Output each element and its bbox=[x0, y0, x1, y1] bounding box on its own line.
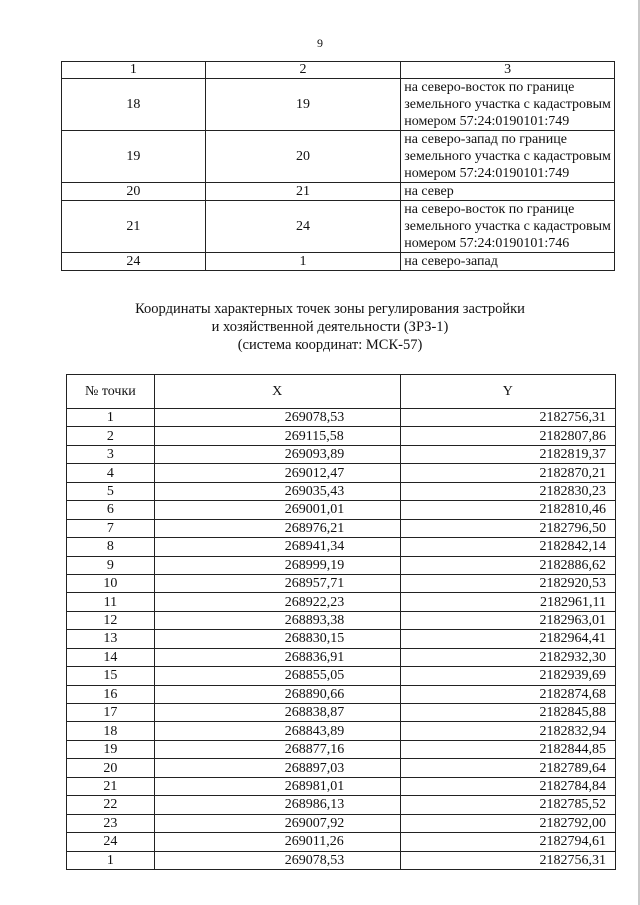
title-line-3: (система координат: МСК-57) bbox=[237, 337, 423, 353]
y-coordinate-cell: 2182794,61 bbox=[400, 833, 615, 851]
route-table bbox=[61, 61, 615, 271]
route-header-col-2: 2 bbox=[205, 62, 401, 79]
route-to-cell: 21 bbox=[205, 183, 401, 201]
route-from-cell: 18 bbox=[62, 79, 206, 131]
point-number-cell: 14 bbox=[67, 648, 155, 666]
coord-table-row bbox=[67, 630, 616, 648]
y-coordinate-cell: 2182932,30 bbox=[400, 648, 615, 666]
coord-table-body bbox=[67, 409, 616, 870]
coord-table-row bbox=[67, 538, 616, 556]
point-number-cell: 19 bbox=[67, 740, 155, 758]
coord-table-row bbox=[67, 667, 616, 685]
x-coordinate-cell: 268836,91 bbox=[154, 648, 400, 666]
page-number: 9 bbox=[317, 36, 323, 50]
coord-header-y: Y bbox=[400, 375, 615, 409]
route-header-col-3: 3 bbox=[401, 62, 615, 79]
y-coordinate-cell: 2182810,46 bbox=[400, 501, 615, 519]
route-direction-cell: на северо-запад bbox=[401, 253, 615, 271]
y-coordinate-cell: 2182920,53 bbox=[400, 574, 615, 592]
route-direction-cell: на север bbox=[401, 183, 615, 201]
x-coordinate-cell: 268976,21 bbox=[154, 519, 400, 537]
route-from-cell: 19 bbox=[62, 131, 206, 183]
coord-table-row bbox=[67, 648, 616, 666]
coord-table-row bbox=[67, 427, 616, 445]
route-from-cell: 20 bbox=[62, 183, 206, 201]
y-coordinate-cell: 2182845,88 bbox=[400, 704, 615, 722]
route-direction-cell: на северо-восток по границе земельного участка с кадастровым номером 57:24:0190101:749 bbox=[401, 79, 615, 131]
coord-table-row bbox=[67, 704, 616, 722]
coord-table-row bbox=[67, 851, 616, 869]
point-number-cell: 22 bbox=[67, 796, 155, 814]
y-coordinate-cell: 2182756,31 bbox=[400, 409, 615, 427]
point-number-cell: 18 bbox=[67, 722, 155, 740]
x-coordinate-cell: 268830,15 bbox=[154, 630, 400, 648]
y-coordinate-cell: 2182844,85 bbox=[400, 740, 615, 758]
coord-table-row bbox=[67, 740, 616, 758]
x-coordinate-cell: 269012,47 bbox=[154, 464, 400, 482]
point-number-cell: 3 bbox=[67, 445, 155, 463]
point-number-cell: 9 bbox=[67, 556, 155, 574]
x-coordinate-cell: 269011,26 bbox=[154, 833, 400, 851]
y-coordinate-cell: 2182756,31 bbox=[400, 851, 615, 869]
y-coordinate-cell: 2182789,64 bbox=[400, 759, 615, 777]
point-number-cell: 17 bbox=[67, 704, 155, 722]
y-coordinate-cell: 2182842,14 bbox=[400, 538, 615, 556]
point-number-cell: 15 bbox=[67, 667, 155, 685]
y-coordinate-cell: 2182964,41 bbox=[400, 630, 615, 648]
x-coordinate-cell: 268922,23 bbox=[154, 593, 400, 611]
coord-table-row bbox=[67, 519, 616, 537]
coord-table-header-row bbox=[67, 375, 616, 409]
y-coordinate-cell: 2182870,21 bbox=[400, 464, 615, 482]
point-number-cell: 5 bbox=[67, 482, 155, 500]
route-direction-cell: на северо-запад по границе земельного участка с кадастровым номером 57:24:0190101:749 bbox=[401, 131, 615, 183]
coord-table-row bbox=[67, 501, 616, 519]
route-table-row bbox=[62, 201, 615, 253]
point-number-cell: 1 bbox=[67, 409, 155, 427]
x-coordinate-cell: 269035,43 bbox=[154, 482, 400, 500]
point-number-cell: 8 bbox=[67, 538, 155, 556]
x-coordinate-cell: 268843,89 bbox=[154, 722, 400, 740]
y-coordinate-cell: 2182830,23 bbox=[400, 482, 615, 500]
point-number-cell: 10 bbox=[67, 574, 155, 592]
point-number-cell: 24 bbox=[67, 833, 155, 851]
title-line-1: Координаты характерных точек зоны регулирования застройки bbox=[135, 301, 525, 317]
x-coordinate-cell: 268893,38 bbox=[154, 611, 400, 629]
y-coordinate-cell: 2182785,52 bbox=[400, 796, 615, 814]
coord-header-x: X bbox=[154, 375, 400, 409]
point-number-cell: 20 bbox=[67, 759, 155, 777]
coord-table-row bbox=[67, 482, 616, 500]
coord-table-row bbox=[67, 574, 616, 592]
y-coordinate-cell: 2182886,62 bbox=[400, 556, 615, 574]
x-coordinate-cell: 268890,66 bbox=[154, 685, 400, 703]
point-number-cell: 12 bbox=[67, 611, 155, 629]
y-coordinate-cell: 2182807,86 bbox=[400, 427, 615, 445]
route-table-row bbox=[62, 183, 615, 201]
x-coordinate-cell: 268981,01 bbox=[154, 777, 400, 795]
x-coordinate-cell: 268957,71 bbox=[154, 574, 400, 592]
point-number-cell: 23 bbox=[67, 814, 155, 832]
route-to-cell: 20 bbox=[205, 131, 401, 183]
y-coordinate-cell: 2182961,11 bbox=[400, 593, 615, 611]
point-number-cell: 13 bbox=[67, 630, 155, 648]
route-table-row bbox=[62, 79, 615, 131]
route-table-body bbox=[62, 79, 615, 271]
x-coordinate-cell: 268897,03 bbox=[154, 759, 400, 777]
route-to-cell: 1 bbox=[205, 253, 401, 271]
y-coordinate-cell: 2182796,50 bbox=[400, 519, 615, 537]
x-coordinate-cell: 269093,89 bbox=[154, 445, 400, 463]
x-coordinate-cell: 269078,53 bbox=[154, 409, 400, 427]
x-coordinate-cell: 268855,05 bbox=[154, 667, 400, 685]
point-number-cell: 16 bbox=[67, 685, 155, 703]
coord-table-row bbox=[67, 814, 616, 832]
route-from-cell: 21 bbox=[62, 201, 206, 253]
x-coordinate-cell: 269007,92 bbox=[154, 814, 400, 832]
route-table-row bbox=[62, 253, 615, 271]
route-table-header-row bbox=[62, 62, 615, 79]
x-coordinate-cell: 269001,01 bbox=[154, 501, 400, 519]
point-number-cell: 11 bbox=[67, 593, 155, 611]
point-number-cell: 1 bbox=[67, 851, 155, 869]
coord-table-row bbox=[67, 833, 616, 851]
y-coordinate-cell: 2182874,68 bbox=[400, 685, 615, 703]
y-coordinate-cell: 2182819,37 bbox=[400, 445, 615, 463]
point-number-cell: 6 bbox=[67, 501, 155, 519]
x-coordinate-cell: 269115,58 bbox=[154, 427, 400, 445]
point-number-cell: 2 bbox=[67, 427, 155, 445]
x-coordinate-cell: 268941,34 bbox=[154, 538, 400, 556]
coord-table-row bbox=[67, 722, 616, 740]
coord-table-row bbox=[67, 611, 616, 629]
point-number-cell: 4 bbox=[67, 464, 155, 482]
coord-table-row bbox=[67, 556, 616, 574]
title-line-2: и хозяйственной деятельности (ЗРЗ-1) bbox=[211, 319, 449, 335]
x-coordinate-cell: 269078,53 bbox=[154, 851, 400, 869]
route-direction-cell: на северо-восток по границе земельного участка с кадастровым номером 57:24:0190101:746 bbox=[401, 201, 615, 253]
point-number-cell: 7 bbox=[67, 519, 155, 537]
y-coordinate-cell: 2182832,94 bbox=[400, 722, 615, 740]
point-number-cell: 21 bbox=[67, 777, 155, 795]
coordinates-table bbox=[66, 374, 616, 870]
route-to-cell: 24 bbox=[205, 201, 401, 253]
route-to-cell: 19 bbox=[205, 79, 401, 131]
y-coordinate-cell: 2182784,84 bbox=[400, 777, 615, 795]
coord-table-row bbox=[67, 759, 616, 777]
y-coordinate-cell: 2182963,01 bbox=[400, 611, 615, 629]
coord-table-row bbox=[67, 777, 616, 795]
coordinates-title bbox=[60, 300, 600, 354]
route-table-row bbox=[62, 131, 615, 183]
x-coordinate-cell: 268986,13 bbox=[154, 796, 400, 814]
x-coordinate-cell: 268999,19 bbox=[154, 556, 400, 574]
coord-table-row bbox=[67, 464, 616, 482]
coord-table-row bbox=[67, 796, 616, 814]
y-coordinate-cell: 2182939,69 bbox=[400, 667, 615, 685]
coord-table-row bbox=[67, 445, 616, 463]
coord-table-row bbox=[67, 409, 616, 427]
y-coordinate-cell: 2182792,00 bbox=[400, 814, 615, 832]
coord-header-point: № точки bbox=[67, 375, 155, 409]
route-header-col-1: 1 bbox=[62, 62, 206, 79]
coord-table-row bbox=[67, 685, 616, 703]
x-coordinate-cell: 268877,16 bbox=[154, 740, 400, 758]
route-from-cell: 24 bbox=[62, 253, 206, 271]
x-coordinate-cell: 268838,87 bbox=[154, 704, 400, 722]
coord-table-row bbox=[67, 593, 616, 611]
